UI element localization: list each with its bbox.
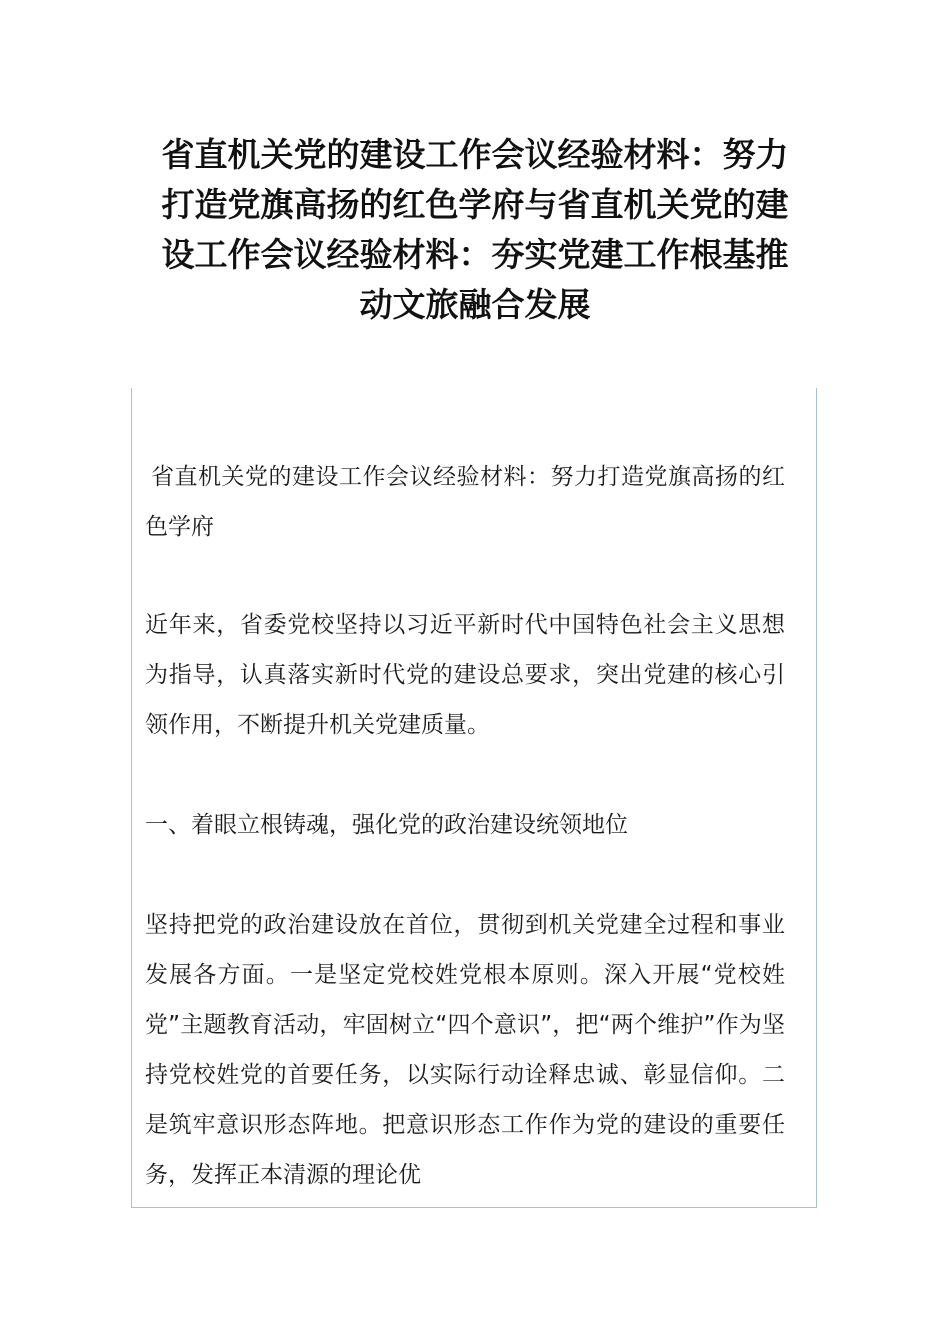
intro-paragraph: 近年来，省委党校坚持以习近平新时代中国特色社会主义思想为指导，认真落实新时代党的建设总要求，突出党建的核心引领作用，不断提升机关党建质量。 — [145, 612, 785, 738]
section-subtitle: 省直机关党的建设工作会议经验材料：努力打造党旗高扬的红色学府 — [145, 464, 785, 540]
body-paragraph-2: 坚持把党的政治建设放在首位，贯彻到机关党建全过程和事业发展各方面。一是坚定党校姓党根本原则。深入开展“党校姓党”主题教育活动，牢固树立“四个意识”，把“两个维护”作为坚持党校姓党的首要任务，以实际行动诠释忠诚、彰显信仰。二是筑牢意识形态阵地。把意识形态工作作为党的建设的重要任务，发挥正本清源的理论优 — [145, 912, 785, 1188]
section-heading-1: 一、着眼立根铸魂，强化党的政治建设统领地位 — [145, 812, 628, 838]
document-title: 省直机关党的建设工作会议经验材料：努力打造党旗高扬的红色学府与省直机关党的建设工作会议经验材料：夯实党建工作根基推动文旅融合发展 — [161, 135, 789, 324]
